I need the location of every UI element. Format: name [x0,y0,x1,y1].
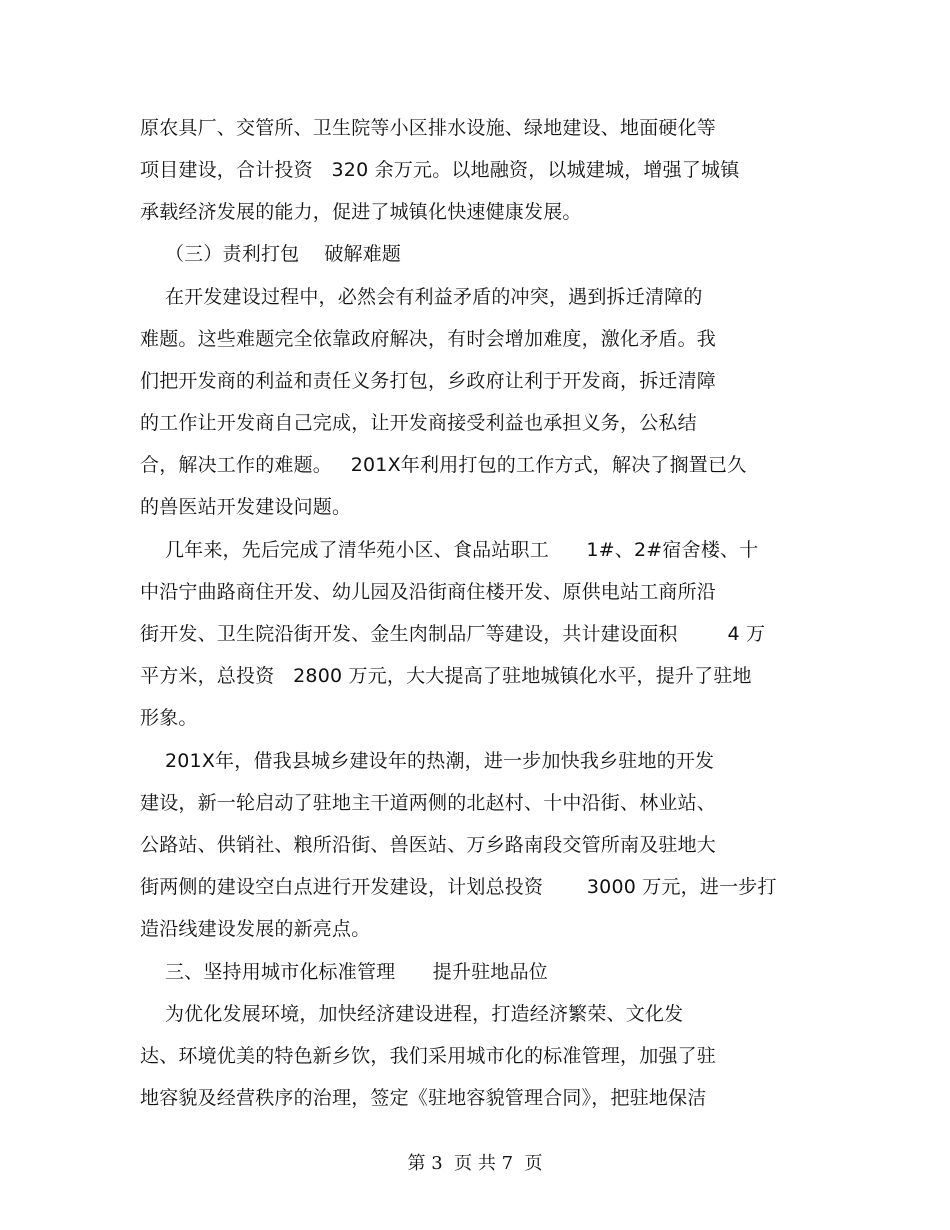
paragraph-line: 街开发、卫生院沿街开发、金生肉制品厂等建设，共计建设面积 4 万 [140,623,766,645]
paragraph-line: 为优化发展环境，加快经济建设进程，打造经济繁荣、文化发 [140,1003,684,1025]
paragraph-line: 达、环境优美的特色新乡饮，我们采用城市化的标准管理，加强了驻 [140,1045,717,1067]
paragraph-line: 合，解决工作的难题。 201X年利用打包的工作方式，解决了搁置已久 [140,454,747,476]
paragraph-line: 的兽医站开发建设问题。 [140,496,352,518]
paragraph-line: 形象。 [140,707,198,729]
paragraph-line: 街两侧的建设空白点进行开发建设，计划总投资 3000 万元，进一步打 [140,876,777,898]
paragraph-line: 平方米，总投资 2800 万元，大大提高了驻地城镇化水平，提升了驻地 [140,665,752,687]
section-heading: （三）责利打包 破解难题 [140,243,402,265]
page-number-footer: 第 3 页 共 7 页 [407,1153,543,1174]
paragraph-line: 地容貌及经营秩序的治理，签定《驻地容貌管理合同》，把驻地保洁 [140,1087,707,1109]
paragraph-line: 在开发建设过程中，必然会有利益矛盾的冲突，遇到拆迁清障的 [140,286,703,308]
paragraph-line: 中沿宁曲路商住开发、幼儿园及沿街商住楼开发、原供电站工商所沿 [140,581,717,603]
paragraph-line: 们把开发商的利益和责任义务打包，乡政府让利于开发商，拆迁清障 [140,370,717,392]
paragraph-line: 承载经济发展的能力，促进了城镇化快速健康发展。 [140,201,582,223]
paragraph-line: 难题。这些难题完全依靠政府解决，有时会增加难度，激化矛盾。我 [140,328,717,350]
section-heading: 三、坚持用城市化标准管理 提升驻地品位 [140,961,548,983]
paragraph-line: 的工作让开发商自己完成，让开发商接受利益也承担义务，公私结 [140,412,697,434]
paragraph-line: 原农具厂、交管所、卫生院等小区排水设施、绿地建设、地面硬化等 [140,117,717,139]
paragraph-line: 公路站、供销社、粮所沿街、兽医站、万乡路南段交管所南及驻地大 [140,834,717,856]
paragraph-line: 建设，新一轮启动了驻地主干道两侧的北赵村、十中沿街、林业站、 [140,792,717,814]
paragraph-line: 几年来，先后完成了清华苑小区、食品站职工 1#、2#宿舍楼、十 [140,539,759,561]
paragraph-line: 造沿线建设发展的新亮点。 [140,918,371,940]
paragraph-line: 项目建设，合计投资 320 余万元。以地融资，以城建城，增强了城镇 [140,159,740,181]
paragraph-line: 201X年，借我县城乡建设年的热潮，进一步加快我乡驻地的开发 [140,750,715,772]
